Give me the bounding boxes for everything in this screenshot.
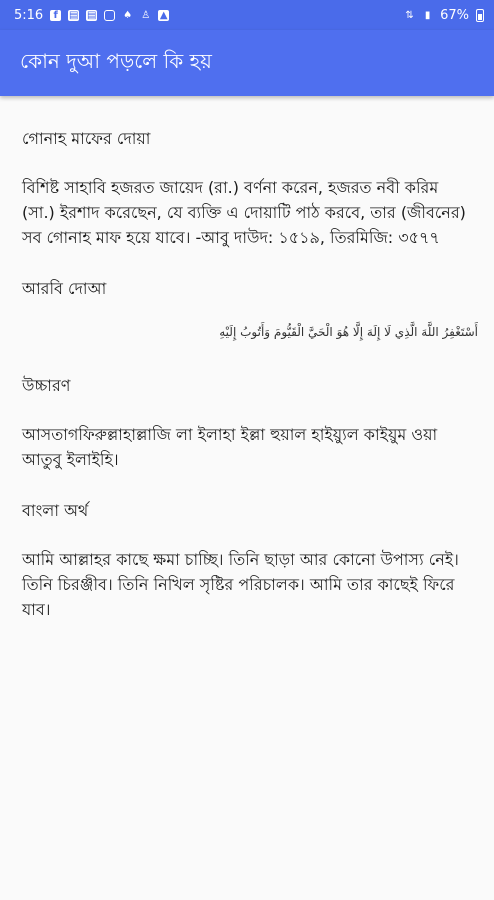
status-right [404, 8, 484, 23]
pronunciation-text: আসতাগফিরুল্লাহাল্লাজি লা ইলাহা ইল্লা হুয়াল হাইয়্যুল কাইয়ুম ওয়া আতুবু ইলাইহি। [22, 425, 438, 469]
signal-icon: ▮ [424, 9, 431, 21]
status-time: 5:16 [14, 7, 44, 23]
app-title: কোন দুআ পড়লে কি হয় [20, 48, 212, 73]
hadith-text: বিশিষ্ট সাহাবি হজরত জায়েদ (রা.) বর্ণনা করেন, হজরত নবী করিম (সা.) ইরশাদ করেছেন, যে ব্যক্তি এ দোয়াটি পাঠ করবে, তার (জীবনের) সব গোনাহ মাফ হয়ে যাবে। -আবু দাউদ: ১৫১৯, তিরমিজি: ৩৫৭৭ [22, 178, 466, 247]
news-icon: ▤ [86, 9, 97, 21]
content-area [0, 96, 494, 622]
snapchat-icon: ♠ [123, 9, 133, 21]
facebook-icon: f [50, 10, 61, 21]
person-icon: ♙ [141, 9, 151, 21]
news-icon: ▤ [68, 9, 79, 21]
status-left [14, 8, 169, 23]
pronunciation-heading: উচ্চারণ [22, 376, 71, 395]
instagram-icon [104, 10, 115, 21]
meaning-heading: বাংলা অর্থ [22, 501, 89, 520]
battery-icon [476, 9, 484, 22]
data-transfer-icon: ⇅ [405, 9, 414, 21]
image-icon: ▲ [159, 9, 168, 21]
battery-percent: 67% [440, 7, 469, 23]
app-bar [0, 30, 494, 96]
arabic-dua-text: أَسْتَغْفِرُ اللَّهَ الَّذِي لَا إِلَهَ إِلَّا هُوَ الْحَيَّ الْقَيُّومَ وَأَتُوبُ إِلَيْهِ [219, 325, 478, 339]
arabic-heading: আরবি দোআ [22, 279, 107, 298]
meaning-text: আমি আল্লাহর কাছে ক্ষমা চাচ্ছি। তিনি ছাড়া আর কোনো উপাস্য নেই। তিনি চিরঞ্জীব। তিনি নিখিল সৃষ্টির পরিচালক। আমি তার কাছেই ফিরে যাব। [22, 550, 459, 619]
dua-title: গোনাহ মাফের দোয়া [22, 129, 151, 148]
status-bar [0, 0, 494, 30]
